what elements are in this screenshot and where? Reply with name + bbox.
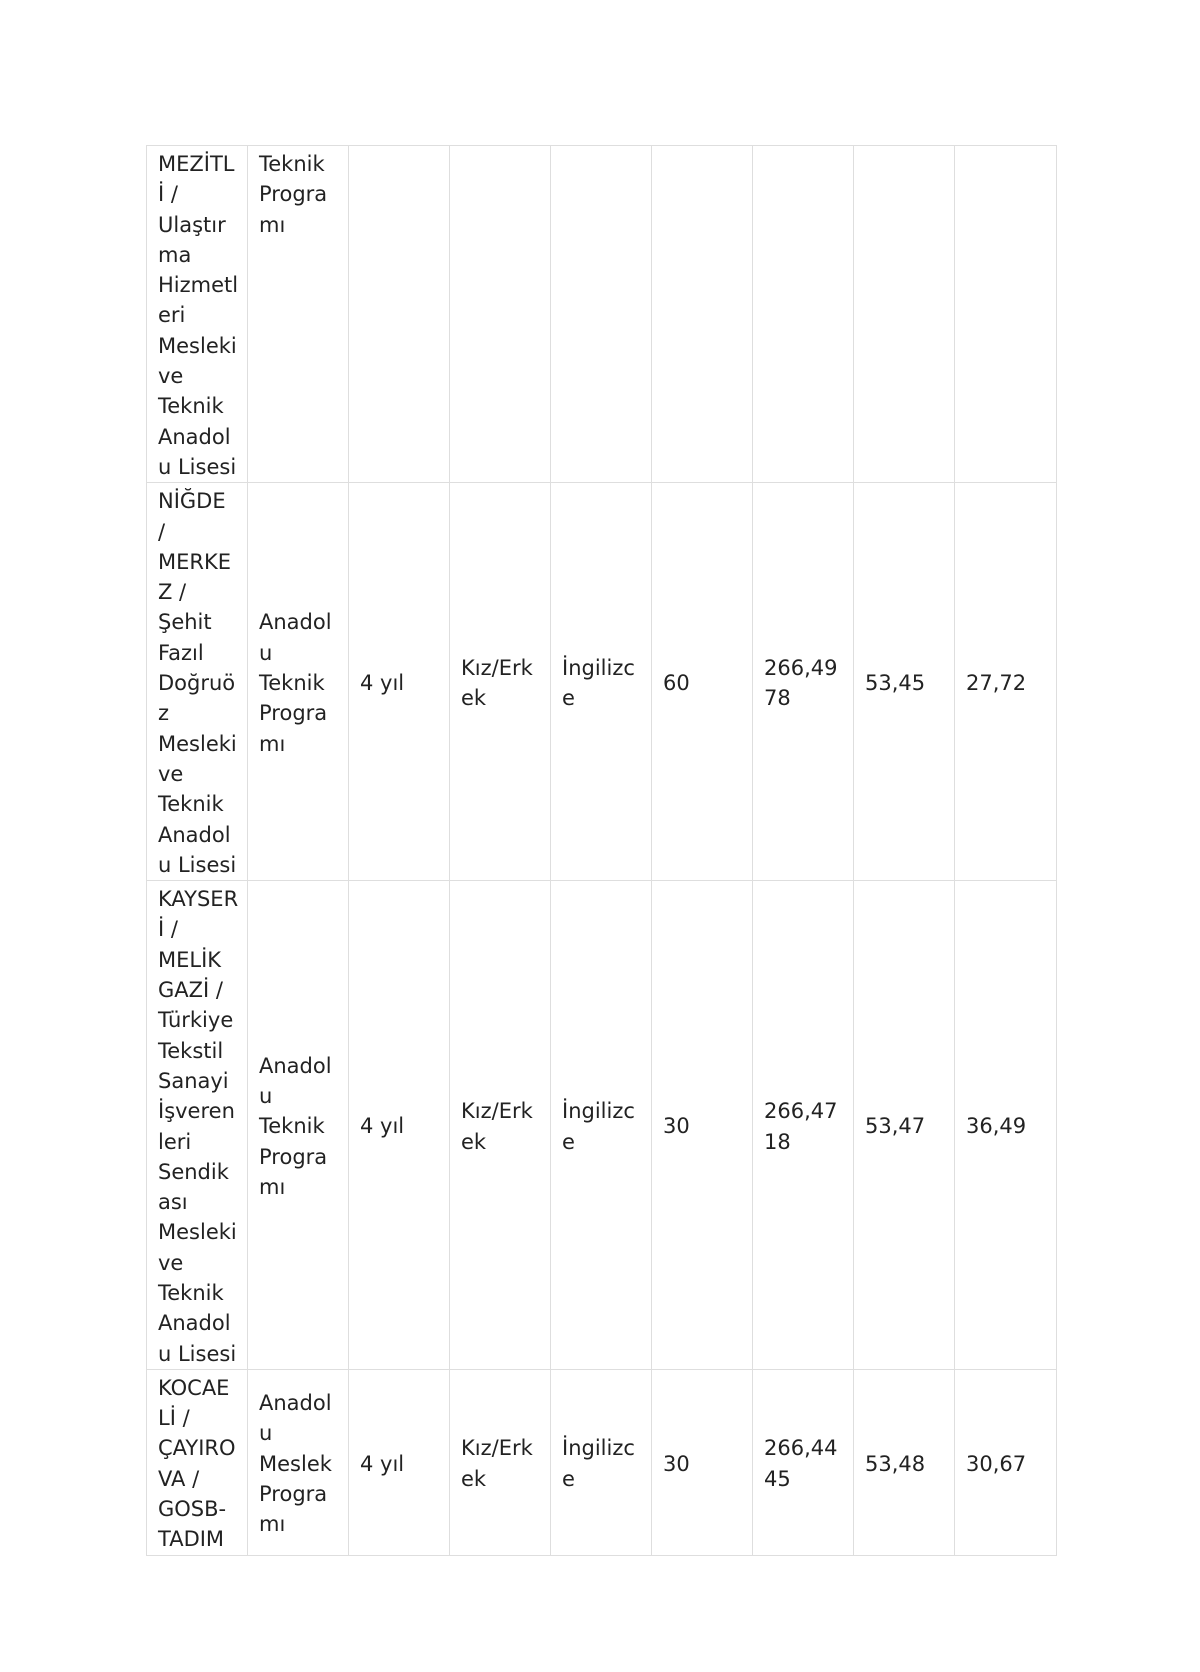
percentile-cell: 53,45 <box>854 483 955 881</box>
percentile-cell <box>854 146 955 483</box>
duration-cell: 4 yıl <box>349 881 450 1370</box>
value-cell: 27,72 <box>955 483 1057 881</box>
school-cell: KOCAE Lİ / ÇAYIRO VA / GOSB- TADIM <box>147 1369 248 1555</box>
quota-cell <box>652 146 753 483</box>
language-cell: İngilizc e <box>551 483 652 881</box>
table-row <box>147 483 1057 881</box>
program-cell: Teknik Progra mı <box>248 146 349 483</box>
gender-cell: Kız/Erk ek <box>450 483 551 881</box>
school-results-table <box>146 145 1057 1556</box>
base-score-cell <box>753 146 854 483</box>
gender-cell <box>450 146 551 483</box>
school-cell: KAYSER İ / MELİK GAZİ / Türkiye Tekstil Sanayi İşveren leri Sendik ası Mesleki ve Teknik Anadol u Lisesi <box>147 881 248 1370</box>
table-row <box>147 1369 1057 1555</box>
table-row <box>147 146 1057 483</box>
percentile-cell: 53,48 <box>854 1369 955 1555</box>
duration-cell <box>349 146 450 483</box>
program-cell: Anadol u Teknik Progra mı <box>248 881 349 1370</box>
language-cell: İngilizc e <box>551 881 652 1370</box>
quota-cell: 30 <box>652 1369 753 1555</box>
base-score-cell: 266,49 78 <box>753 483 854 881</box>
duration-cell: 4 yıl <box>349 1369 450 1555</box>
language-cell <box>551 146 652 483</box>
gender-cell: Kız/Erk ek <box>450 1369 551 1555</box>
language-cell: İngilizc e <box>551 1369 652 1555</box>
percentile-cell: 53,47 <box>854 881 955 1370</box>
school-cell: NİĞDE / MERKE Z / Şehit Fazıl Doğruö z Mesleki ve Teknik Anadol u Lisesi <box>147 483 248 881</box>
value-cell <box>955 146 1057 483</box>
value-cell: 30,67 <box>955 1369 1057 1555</box>
quota-cell: 60 <box>652 483 753 881</box>
base-score-cell: 266,47 18 <box>753 881 854 1370</box>
table-row <box>147 881 1057 1370</box>
school-cell: MEZİTL İ / Ulaştır ma Hizmetl eri Mesleki ve Teknik Anadol u Lisesi <box>147 146 248 483</box>
program-cell: Anadol u Teknik Progra mı <box>248 483 349 881</box>
program-cell: Anadol u Meslek Progra mı <box>248 1369 349 1555</box>
base-score-cell: 266,44 45 <box>753 1369 854 1555</box>
duration-cell: 4 yıl <box>349 483 450 881</box>
quota-cell: 30 <box>652 881 753 1370</box>
gender-cell: Kız/Erk ek <box>450 881 551 1370</box>
value-cell: 36,49 <box>955 881 1057 1370</box>
